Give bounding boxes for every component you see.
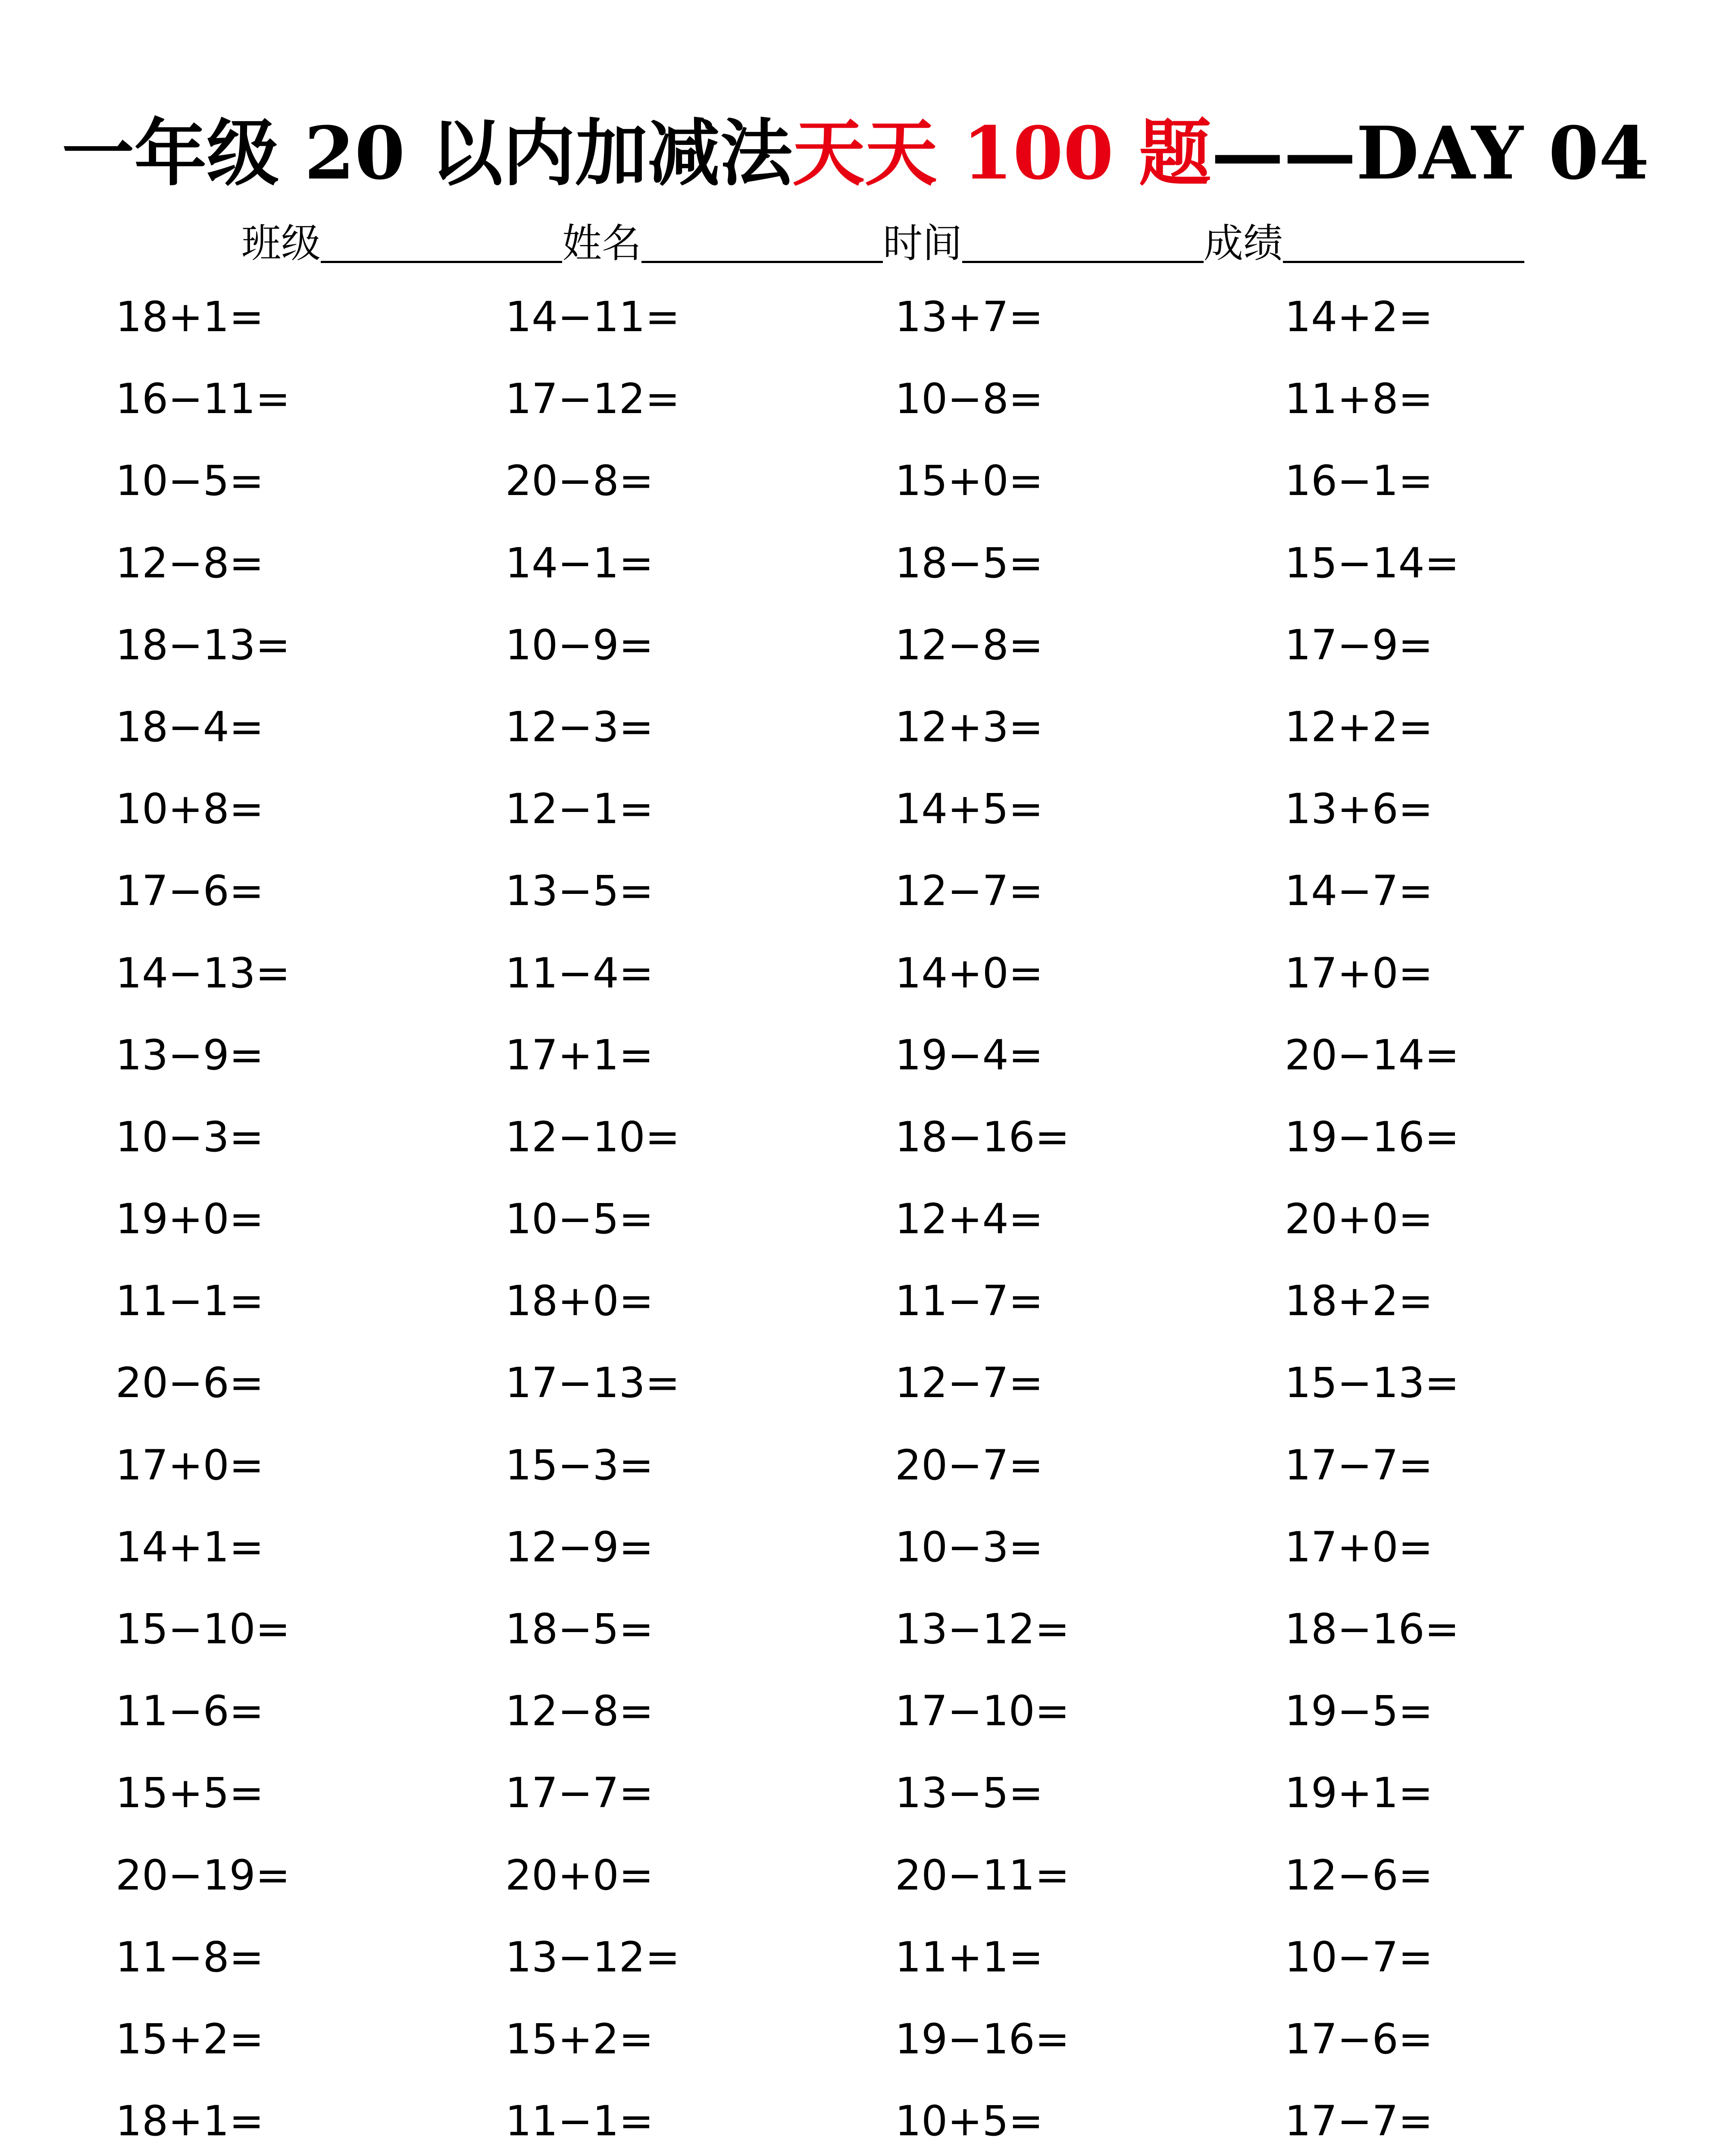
math-problem: 16−1= <box>1285 457 1433 505</box>
math-problem: 12−6= <box>1285 1851 1433 1899</box>
math-problem: 18−5= <box>895 539 1044 587</box>
math-problem: 13+7= <box>895 293 1044 341</box>
time-label: 时间 <box>883 220 963 266</box>
name-blank-line <box>641 261 883 263</box>
problem-grid <box>116 276 1667 2156</box>
math-problem: 17−13= <box>505 1359 680 1407</box>
math-problem: 17−6= <box>116 867 264 915</box>
math-problem: 10+8= <box>116 785 264 834</box>
math-problem: 20+0= <box>505 1851 654 1899</box>
class-blank-line <box>321 261 562 263</box>
math-problem: 12−7= <box>895 867 1044 915</box>
title-day: ——DAY 04 <box>1211 110 1649 196</box>
math-problem: 13−9= <box>116 1031 264 1079</box>
math-problem: 15+2= <box>505 2015 654 2063</box>
math-problem: 10−5= <box>505 1195 654 1244</box>
math-problem: 14−7= <box>1285 867 1433 915</box>
math-problem: 11−1= <box>116 1277 264 1326</box>
math-problem: 11−8= <box>116 1933 264 1981</box>
math-problem: 12−10= <box>505 1112 680 1161</box>
math-problem: 14−13= <box>116 949 291 997</box>
math-problem: 13−5= <box>895 1769 1044 1818</box>
math-problem: 10−5= <box>116 457 264 505</box>
math-problem: 17−10= <box>895 1687 1070 1736</box>
math-problem: 13−12= <box>505 1933 680 1981</box>
name-field <box>562 220 883 267</box>
math-problem: 12+3= <box>895 702 1044 751</box>
title-main: 一年级 20 以内加减法 <box>62 110 793 196</box>
worksheet-title <box>0 110 1711 196</box>
math-problem: 14+1= <box>116 1523 264 1571</box>
math-problem: 12−3= <box>505 702 654 751</box>
math-problem: 14+0= <box>895 949 1044 997</box>
student-info-row <box>241 211 1524 267</box>
math-problem: 14+5= <box>895 785 1044 834</box>
math-problem: 13+6= <box>1285 785 1433 834</box>
math-problem: 11−4= <box>505 949 654 997</box>
math-problem: 11−6= <box>116 1687 264 1736</box>
math-problem: 20−11= <box>895 1851 1070 1899</box>
math-problem: 19−16= <box>1285 1112 1460 1161</box>
math-problem: 14−1= <box>505 539 654 587</box>
math-problem: 18+2= <box>1285 1277 1433 1326</box>
math-problem: 18−16= <box>1285 1605 1460 1653</box>
math-problem: 19+0= <box>116 1195 264 1244</box>
math-problem: 17+0= <box>116 1441 264 1489</box>
math-problem: 12−8= <box>505 1687 654 1736</box>
math-problem: 15+5= <box>116 1769 264 1818</box>
math-problem: 12−9= <box>505 1523 654 1571</box>
time-blank-line <box>962 261 1204 263</box>
math-problem: 18−5= <box>505 1605 654 1653</box>
math-problem: 17−7= <box>505 1769 654 1818</box>
math-problem: 12−7= <box>895 1359 1044 1407</box>
math-problem: 17−7= <box>1285 2097 1433 2146</box>
math-problem: 20−19= <box>116 1851 291 1899</box>
math-problem: 15−13= <box>1285 1359 1460 1407</box>
name-label: 姓名 <box>562 220 642 266</box>
math-problem: 10−3= <box>895 1523 1044 1571</box>
math-problem: 15+0= <box>895 457 1044 505</box>
math-problem: 12−1= <box>505 785 654 834</box>
math-problem: 14−11= <box>505 293 680 341</box>
math-problem: 10−3= <box>116 1112 264 1161</box>
math-problem: 12−8= <box>116 539 264 587</box>
math-problem: 11−1= <box>505 2097 654 2146</box>
class-label: 班级 <box>241 220 321 266</box>
math-problem: 17+0= <box>1285 1523 1433 1571</box>
math-problem: 19+1= <box>1285 1769 1433 1818</box>
math-problem: 11+8= <box>1285 375 1433 423</box>
score-label: 成绩 <box>1204 220 1283 266</box>
math-problem: 17+0= <box>1285 949 1433 997</box>
math-problem: 15−10= <box>116 1605 291 1653</box>
class-field <box>241 220 562 267</box>
math-problem: 20−14= <box>1285 1031 1460 1079</box>
math-problem: 17−9= <box>1285 620 1433 669</box>
math-problem: 11−7= <box>895 1277 1044 1326</box>
math-problem: 18+1= <box>116 2097 264 2146</box>
math-problem: 18−13= <box>116 620 291 669</box>
math-problem: 13−5= <box>505 867 654 915</box>
math-problem: 20−6= <box>116 1359 264 1407</box>
math-problem: 20+0= <box>1285 1195 1433 1244</box>
math-problem: 14+2= <box>1285 293 1433 341</box>
math-problem: 11+1= <box>895 1933 1044 1981</box>
math-problem: 10−9= <box>505 620 654 669</box>
math-problem: 17−6= <box>1285 2015 1433 2063</box>
math-problem: 13−12= <box>895 1605 1070 1653</box>
math-problem: 20−7= <box>895 1441 1044 1489</box>
math-problem: 15−3= <box>505 1441 654 1489</box>
time-field <box>883 220 1204 267</box>
math-problem: 10−7= <box>1285 1933 1433 1981</box>
math-problem: 19−4= <box>895 1031 1044 1079</box>
math-problem: 19−16= <box>895 2015 1070 2063</box>
math-problem: 19−5= <box>1285 1687 1433 1736</box>
math-problem: 18−4= <box>116 702 264 751</box>
math-problem: 15+2= <box>116 2015 264 2063</box>
math-problem: 15−14= <box>1285 539 1460 587</box>
score-blank-line <box>1283 261 1524 263</box>
math-problem: 12−8= <box>895 620 1044 669</box>
title-highlight: 天天 100 题 <box>792 110 1211 196</box>
math-problem: 18−16= <box>895 1112 1070 1161</box>
math-problem: 10−8= <box>895 375 1044 423</box>
math-problem: 10+5= <box>895 2097 1044 2146</box>
math-problem: 18+0= <box>505 1277 654 1326</box>
math-problem: 18+1= <box>116 293 264 341</box>
math-problem: 12+4= <box>895 1195 1044 1244</box>
math-problem: 16−11= <box>116 375 291 423</box>
math-problem: 20−8= <box>505 457 654 505</box>
math-problem: 12+2= <box>1285 702 1433 751</box>
math-problem: 17−7= <box>1285 1441 1433 1489</box>
math-problem: 17+1= <box>505 1031 654 1079</box>
score-field <box>1204 220 1524 267</box>
math-problem: 17−12= <box>505 375 680 423</box>
